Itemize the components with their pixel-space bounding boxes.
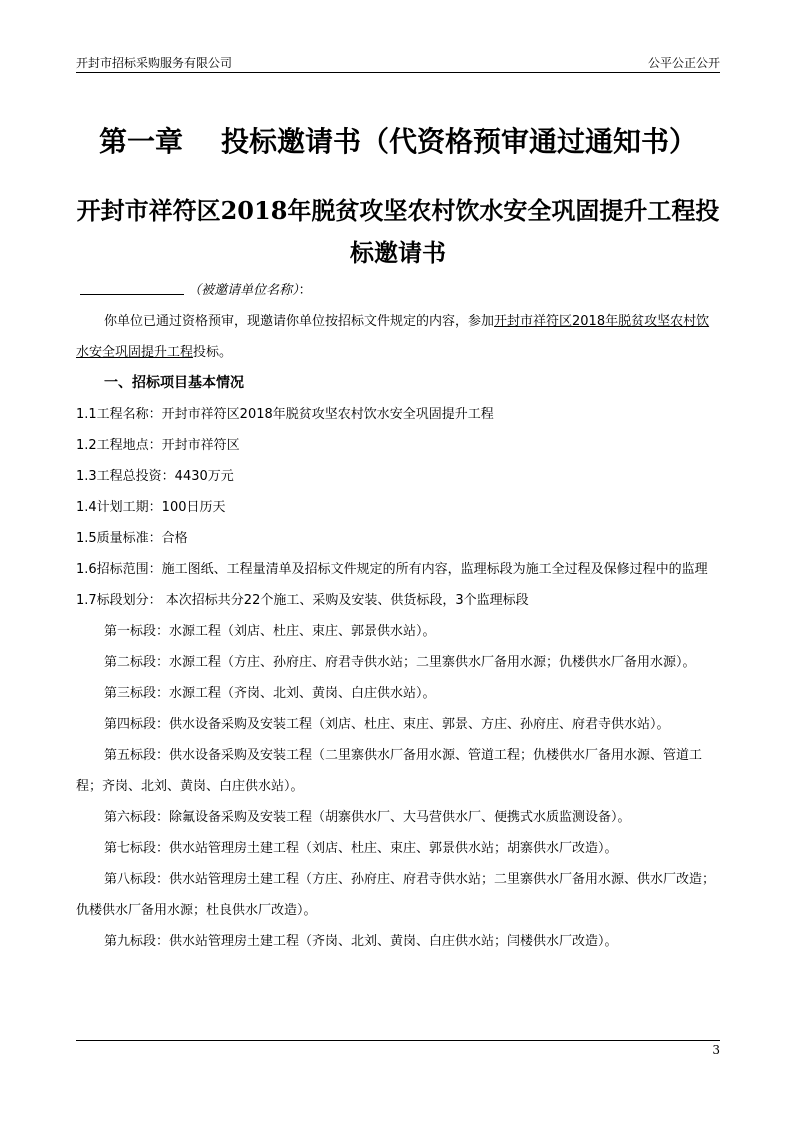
section-heading: 一、招标项目基本情况: [104, 375, 244, 391]
intro-project-name: 开封市祥符区2018年脱贫攻坚农村饮水安全巩固提升工程: [76, 314, 710, 360]
lot-9: 第九标段：供水站管理房土建工程（齐岗、北刘、黄岗、白庄供水站；闫楼供水厂改造）。: [104, 934, 618, 949]
lot-1: 第一标段：水源工程（刘店、杜庄、束庄、郭景供水站）。: [104, 624, 436, 639]
lot-3: 第三标段：水源工程（齐岗、北刘、黄岗、白庄供水站）。: [104, 686, 436, 701]
intro-suffix: 投标。: [193, 345, 233, 360]
item-duration: 1.4计划工期：100日历天: [76, 500, 226, 515]
invitee-blank: [80, 280, 184, 295]
lot-7: 第七标段：供水站管理房土建工程（刘店、杜庄、束庄、郭景供水站；胡寨供水厂改造）。: [104, 841, 618, 856]
footer-rule: [76, 1040, 720, 1041]
item-scope: 1.6招标范围：施工图纸、工程量清单及招标文件规定的所有内容，监理标段为施工全过程及保修过程中的监理: [76, 562, 708, 577]
lot-4: 第四标段：供水设备采购及安装工程（刘店、杜庄、束庄、郭景、方庄、孙府庄、府君寺供水站）。: [104, 717, 670, 732]
item-investment: 1.3工程总投资：4430万元: [76, 469, 234, 484]
lot-5: 第五标段：供水设备采购及安装工程（二里寨供水厂备用水源、管道工程；仇楼供水厂备用水源、管道工程；齐岗、北刘、黄岗、白庄供水站）。: [76, 748, 703, 794]
document-title: 开封市祥符区2018年脱贫攻坚农村饮水安全巩固提升工程投标邀请书: [76, 196, 720, 267]
intro-paragraph: [76, 306, 720, 368]
item-lots: 1.7标段划分： 本次招标共分22个施工、采购及安装、供货标段，3个监理标段: [76, 593, 529, 608]
page-header: [76, 54, 720, 73]
item-location: 1.2工程地点：开封市祥符区: [76, 438, 240, 453]
salutation-colon: ：: [298, 283, 312, 298]
invitee-note: （被邀请单位名称）: [188, 283, 299, 298]
chapter-heading: [76, 122, 720, 162]
intro-prefix: 你单位已通过资格预审，现邀请你单位按招标文件规定的内容，参加: [104, 314, 495, 329]
lot-8: 第八标段：供水站管理房土建工程（方庄、孙府庄、府君寺供水站；二里寨供水厂备用水源、供水厂改造；仇楼供水厂备用水源；杜良供水厂改造）。: [76, 872, 716, 918]
page-number: 3: [712, 1043, 720, 1057]
header-motto: 公平公正公开: [647, 56, 720, 70]
chapter-number: 第一章: [98, 125, 183, 158]
chapter-title: 投标邀请书（代资格预审通过通知书）: [221, 125, 698, 158]
item-quality: 1.5质量标准：合格: [76, 531, 188, 546]
salutation: [76, 275, 720, 306]
lot-2: 第二标段：水源工程（方庄、孙府庄、府君寺供水站；二里寨供水厂备用水源；仇楼供水厂备用水源）。: [104, 655, 696, 670]
item-project-name: 1.1工程名称：开封市祥符区2018年脱贫攻坚农村饮水安全巩固提升工程: [76, 407, 494, 422]
header-company: 开封市招标采购服务有限公司: [76, 56, 233, 70]
lot-6: 第六标段：除氟设备采购及安装工程（胡寨供水厂、大马营供水厂、便携式水质监测设备）。: [104, 810, 631, 825]
document-body: [76, 275, 720, 957]
